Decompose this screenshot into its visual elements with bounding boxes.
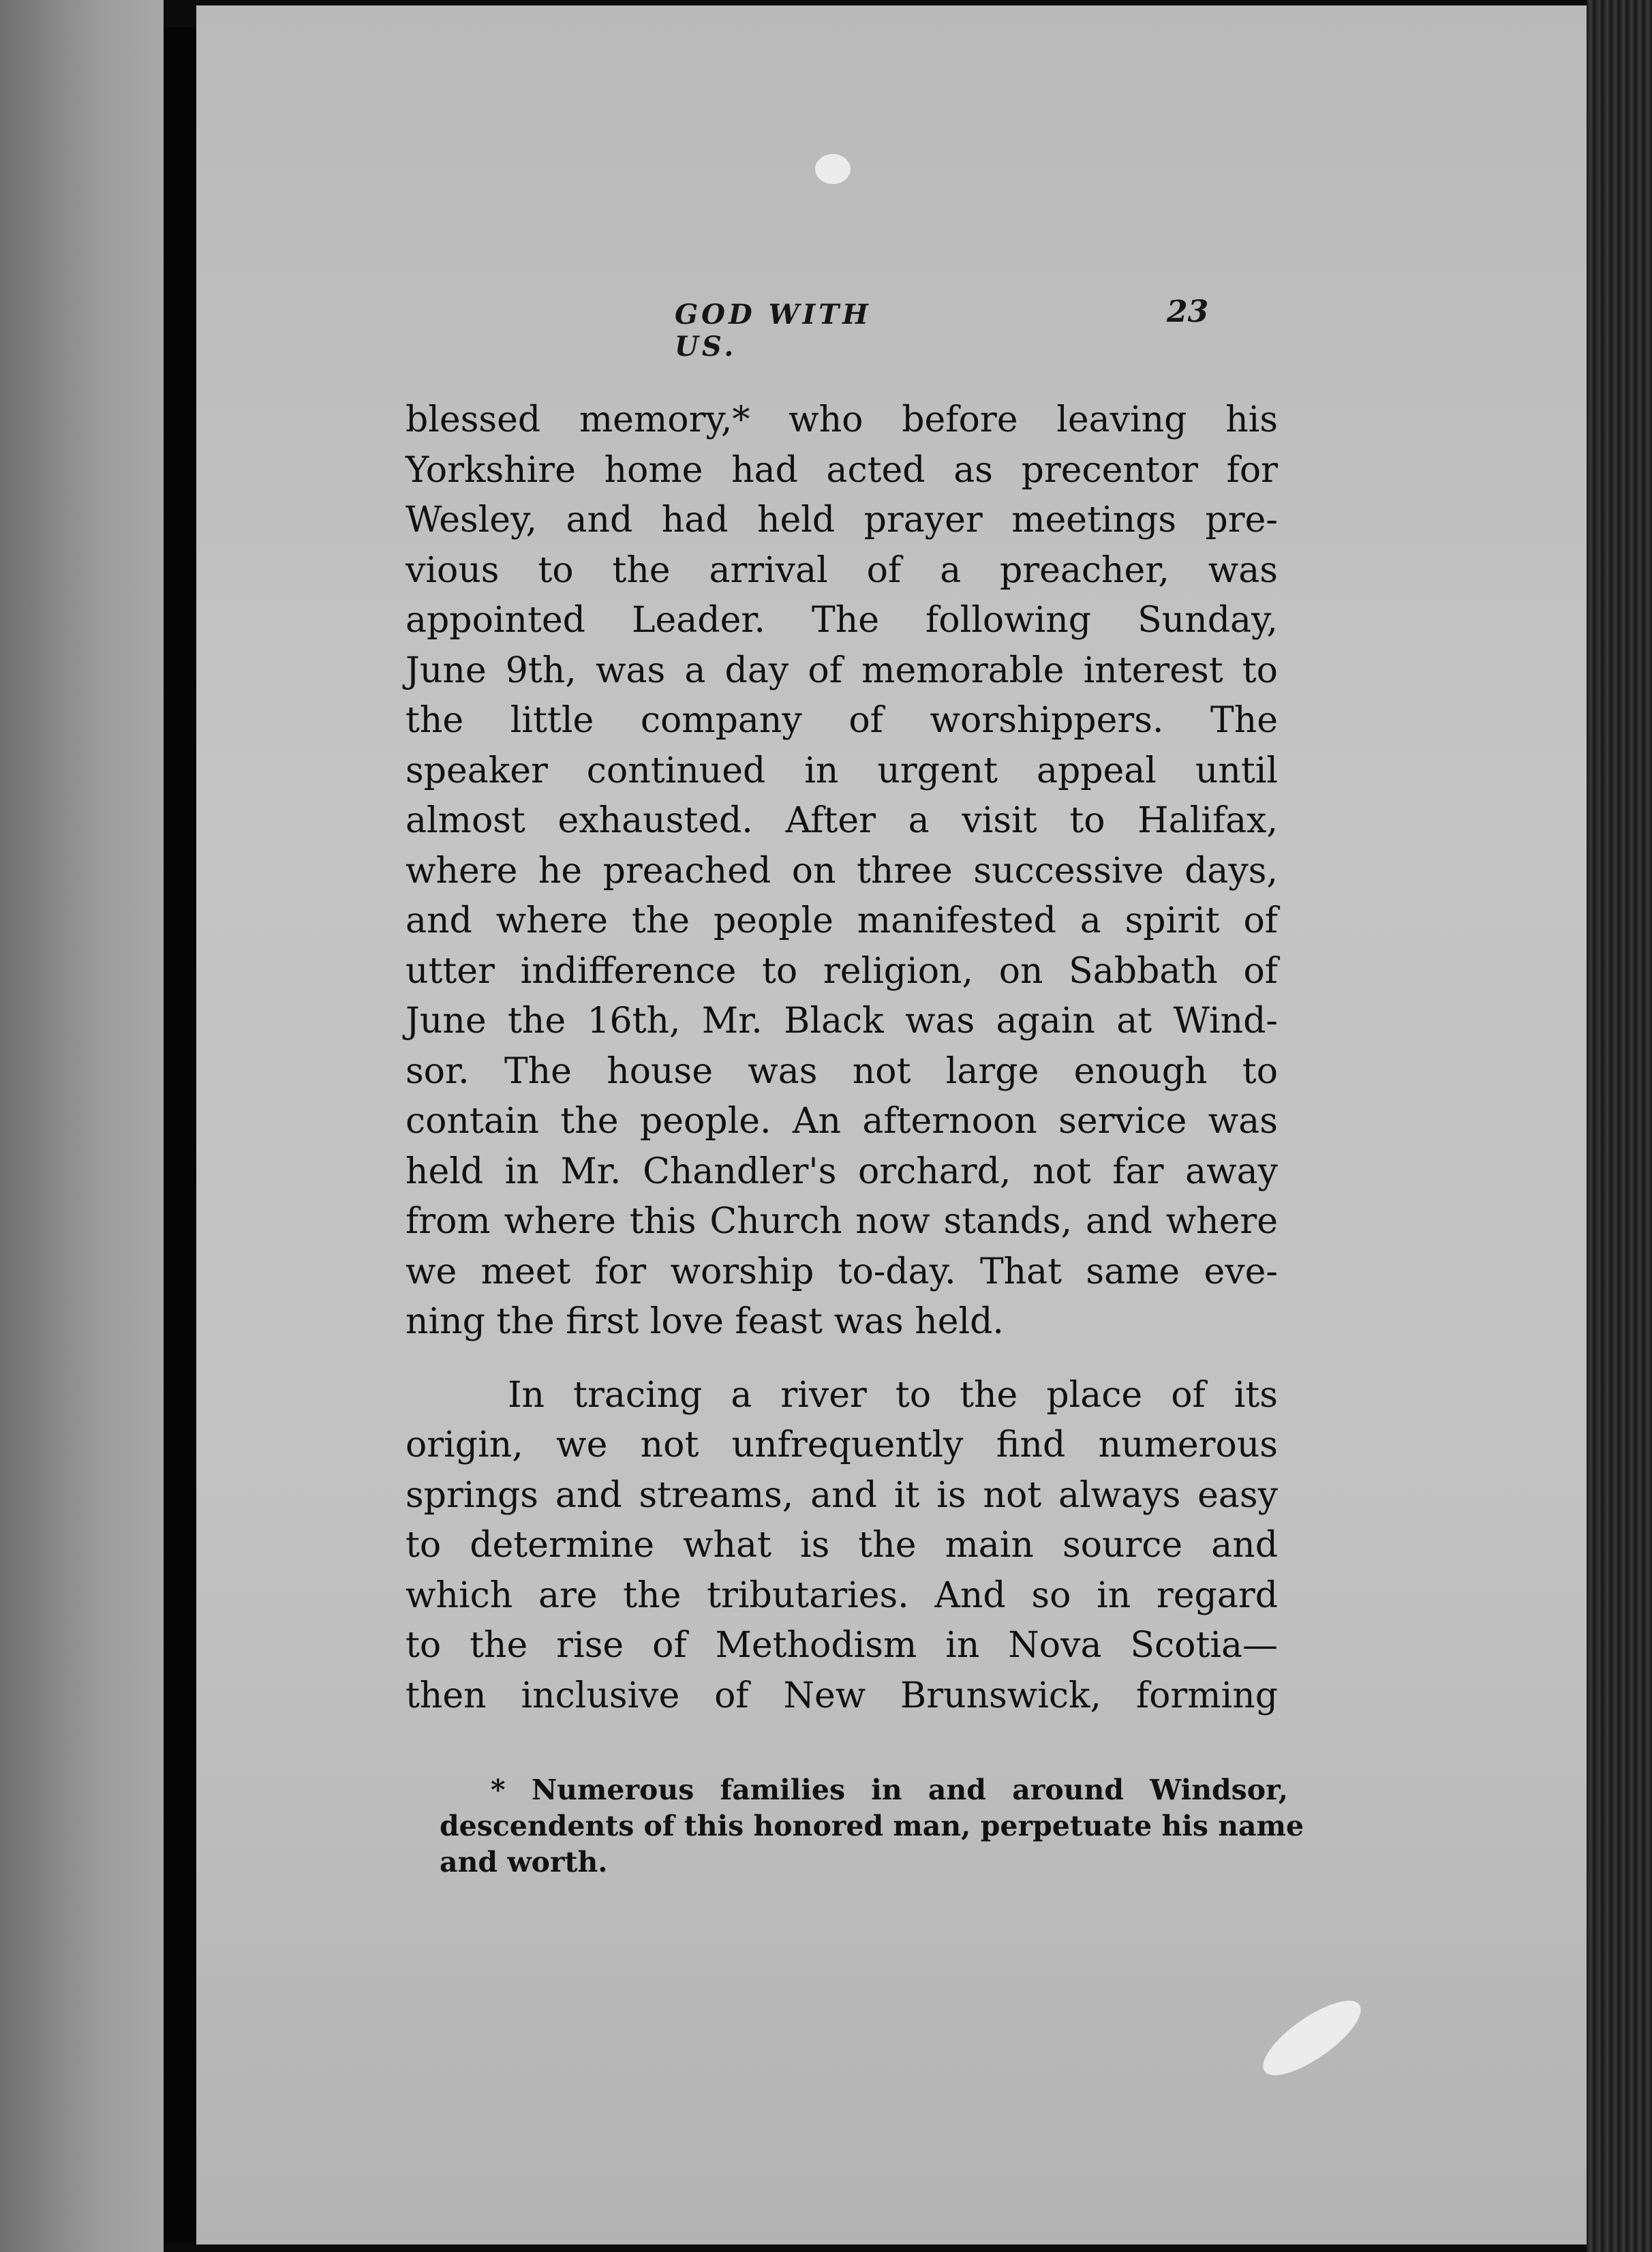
page-stack-edge (1587, 0, 1652, 2252)
text-line: then inclusive of New Brunswick, forming (406, 1675, 1278, 1716)
scan-spot (815, 154, 851, 184)
book-gutter (164, 27, 196, 2242)
text-line: from where this Church now stands, and where (406, 1201, 1278, 1242)
text-line: where he preached on three successive days, (406, 850, 1278, 892)
facing-page-edge (0, 0, 164, 2252)
text-line: contain the people. An afternoon service was (406, 1101, 1278, 1142)
text-line: we meet for worship to-day. That same eve- (406, 1251, 1278, 1292)
footnote-line: and worth. (440, 1846, 608, 1878)
text-line: to the rise of Methodism in Nova Scotia— (406, 1625, 1278, 1666)
text-line: vious to the arrival of a preacher, was (406, 549, 1278, 591)
text-line: blessed memory,* who before leaving his (406, 399, 1278, 440)
text-line: ning the first love feast was held. (406, 1301, 1004, 1342)
body-text (406, 395, 1278, 1721)
text-line: appointed Leader. The following Sunday, (406, 600, 1278, 641)
footnote-line: * Numerous families in and around Windsor, (491, 1774, 1288, 1806)
paragraph (406, 395, 1278, 1348)
text-line: to determine what is the main source and (406, 1525, 1278, 1566)
text-line: sor. The house was not large enough to (406, 1050, 1278, 1092)
text-line: held in Mr. Chandler's orchard, not far away (406, 1151, 1278, 1192)
text-line: and where the people manifested a spirit of (406, 900, 1278, 941)
text-line: origin, we not unfrequently find numerous (406, 1425, 1278, 1465)
text-line: Yorkshire home had acted as precentor for (406, 449, 1278, 491)
running-head: GOD WITH US. (675, 299, 872, 363)
footnote-line: descendents of this honored man, perpetuate his name (440, 1810, 1304, 1842)
text-line: Wesley, and had held prayer meetings pre- (406, 500, 1278, 541)
paragraph (406, 1371, 1278, 1722)
text-line: In tracing a river to the place of its (508, 1374, 1278, 1416)
text-line: June the 16th, Mr. Black was again at Wind- (406, 1001, 1278, 1041)
text-line: springs and streams, and it is not always easy (406, 1474, 1278, 1516)
paragraph-gap (406, 1348, 1278, 1371)
text-line: the little company of worshippers. The (406, 700, 1278, 741)
text-line: speaker continued in urgent appeal until (406, 750, 1278, 791)
text-line: almost exhausted. After a visit to Halifax, (406, 800, 1278, 841)
text-line: which are the tributaries. And so in regard (406, 1574, 1278, 1616)
text-line: utter indifference to religion, on Sabbath of (406, 950, 1278, 992)
text-line: June 9th, was a day of memorable interest to (406, 650, 1278, 691)
page-number: 23 (1167, 294, 1209, 329)
footnote (440, 1772, 1304, 1881)
